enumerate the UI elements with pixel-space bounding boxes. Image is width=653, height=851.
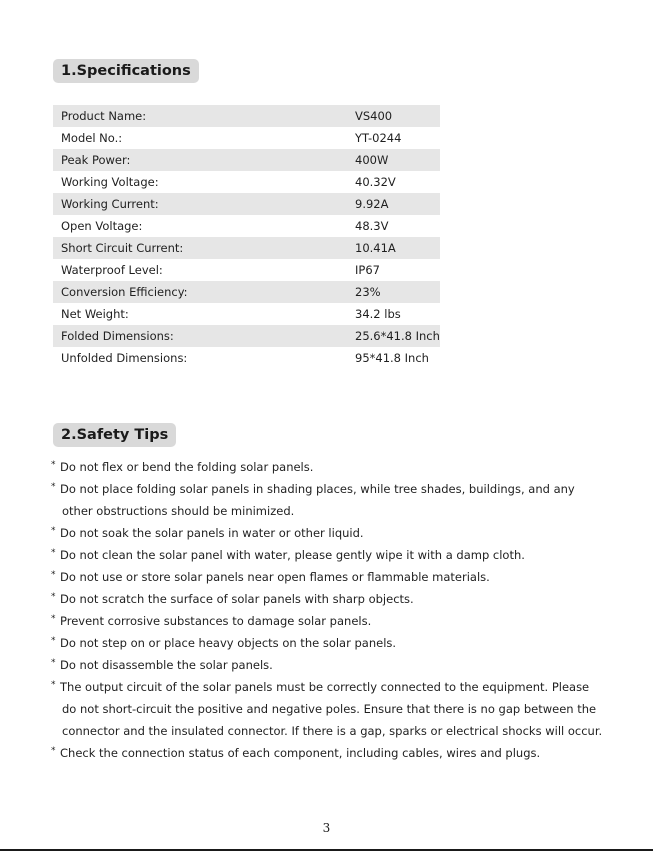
safety-tip-text [60, 610, 621, 632]
spec-value: IP67 [355, 263, 380, 277]
safety-tip-line: do not short-circuit the positive and negative poles. Ensure that there is no gap between the [62, 702, 597, 716]
safety-tips-heading: 2.Safety Tips [53, 423, 176, 447]
spec-row [53, 149, 440, 171]
spec-label: Working Current: [61, 197, 159, 211]
safety-tip-line: Do not disassemble the solar panels. [60, 658, 273, 672]
safety-tip-line: Prevent corrosive substances to damage solar panels. [60, 614, 372, 628]
safety-tip-line: Do not soak the solar panels in water or other liquid. [60, 526, 364, 540]
spec-row [53, 127, 440, 149]
spec-row [53, 281, 440, 303]
spec-label: Unfolded Dimensions: [61, 351, 188, 365]
safety-tip-item [51, 566, 621, 588]
safety-tip-line: other obstructions should be minimized. [62, 504, 295, 518]
spec-label: Net Weight: [61, 307, 129, 321]
spec-row [53, 325, 440, 347]
bullet-marker: * [51, 570, 56, 580]
safety-tip-text [60, 742, 621, 764]
safety-tip-line: The output circuit of the solar panels must be correctly connected to the equipment. Please [60, 680, 590, 694]
safety-tip-item [51, 588, 621, 610]
bullet-marker: * [51, 658, 56, 668]
safety-tip-line: Do not place folding solar panels in shading places, while tree shades, buildings, and any [60, 482, 575, 496]
spec-value: 48.3V [355, 219, 389, 233]
spec-label: Short Circuit Current: [61, 241, 184, 255]
safety-tip-text [60, 522, 621, 544]
bullet-marker: * [51, 460, 56, 470]
safety-tip-item [51, 742, 621, 764]
bullet-marker: * [51, 680, 56, 690]
spec-row [53, 215, 440, 237]
bullet-marker: * [51, 592, 56, 602]
spec-value: 95*41.8 Inch [355, 351, 429, 365]
spec-label: Peak Power: [61, 153, 131, 167]
spec-row [53, 303, 440, 325]
bullet-marker: * [51, 746, 56, 756]
specifications-table [53, 105, 440, 369]
safety-tip-item [51, 654, 621, 676]
safety-tip-text [60, 676, 621, 742]
spec-row [53, 171, 440, 193]
safety-tip-text [60, 632, 621, 654]
spec-value: 9.92A [355, 197, 389, 211]
safety-tip-item [51, 522, 621, 544]
spec-value: 34.2 lbs [355, 307, 401, 321]
bullet-marker: * [51, 482, 56, 492]
spec-value: YT-0244 [355, 131, 402, 145]
bullet-marker: * [51, 548, 56, 558]
safety-tip-item [51, 632, 621, 654]
spec-value: 40.32V [355, 175, 396, 189]
spec-value: 25.6*41.8 Inch [355, 329, 440, 343]
safety-tip-item [51, 456, 621, 478]
bullet-marker: * [51, 636, 56, 646]
safety-tip-line: Do not flex or bend the folding solar panels. [60, 460, 314, 474]
safety-tip-text [60, 654, 621, 676]
page-number: 3 [322, 821, 331, 835]
spec-row [53, 105, 440, 127]
spec-label: Open Voltage: [61, 219, 143, 233]
safety-tip-line: connector and the insulated connector. If there is a gap, sparks or electrical shocks will occur. [62, 724, 603, 738]
spec-row [53, 237, 440, 259]
spec-value: 23% [355, 285, 381, 299]
spec-value: 10.41A [355, 241, 396, 255]
safety-tip-line: Do not step on or place heavy objects on the solar panels. [60, 636, 397, 650]
spec-row [53, 259, 440, 281]
spec-label: Model No.: [61, 131, 123, 145]
spec-label: Waterproof Level: [61, 263, 163, 277]
spec-label: Conversion Efficiency: [61, 285, 188, 299]
safety-tip-text [60, 566, 621, 588]
safety-tip-line: Do not scratch the surface of solar panels with sharp objects. [60, 592, 414, 606]
bullet-marker: * [51, 614, 56, 624]
spec-label: Product Name: [61, 109, 147, 123]
bullet-marker: * [51, 526, 56, 536]
safety-tip-item [51, 544, 621, 566]
safety-tip-text [60, 478, 621, 522]
spec-label: Folded Dimensions: [61, 329, 174, 343]
safety-tip-text [60, 588, 621, 610]
spec-row [53, 193, 440, 215]
spec-row [53, 347, 440, 369]
safety-tip-line: Check the connection status of each component, including cables, wires and plugs. [60, 746, 541, 760]
spec-value: 400W [355, 153, 389, 167]
safety-tip-line: Do not clean the solar panel with water, please gently wipe it with a damp cloth. [60, 548, 525, 562]
safety-tip-item [51, 676, 621, 742]
spec-value: VS400 [355, 109, 393, 123]
safety-tip-item [51, 478, 621, 522]
safety-tip-item [51, 610, 621, 632]
specifications-heading: 1.Specifications [53, 59, 199, 83]
safety-tip-text [60, 544, 621, 566]
spec-label: Working Voltage: [61, 175, 159, 189]
safety-tip-line: Do not use or store solar panels near open flames or flammable materials. [60, 570, 490, 584]
safety-tips-list [51, 456, 621, 764]
safety-tip-text [60, 456, 621, 478]
